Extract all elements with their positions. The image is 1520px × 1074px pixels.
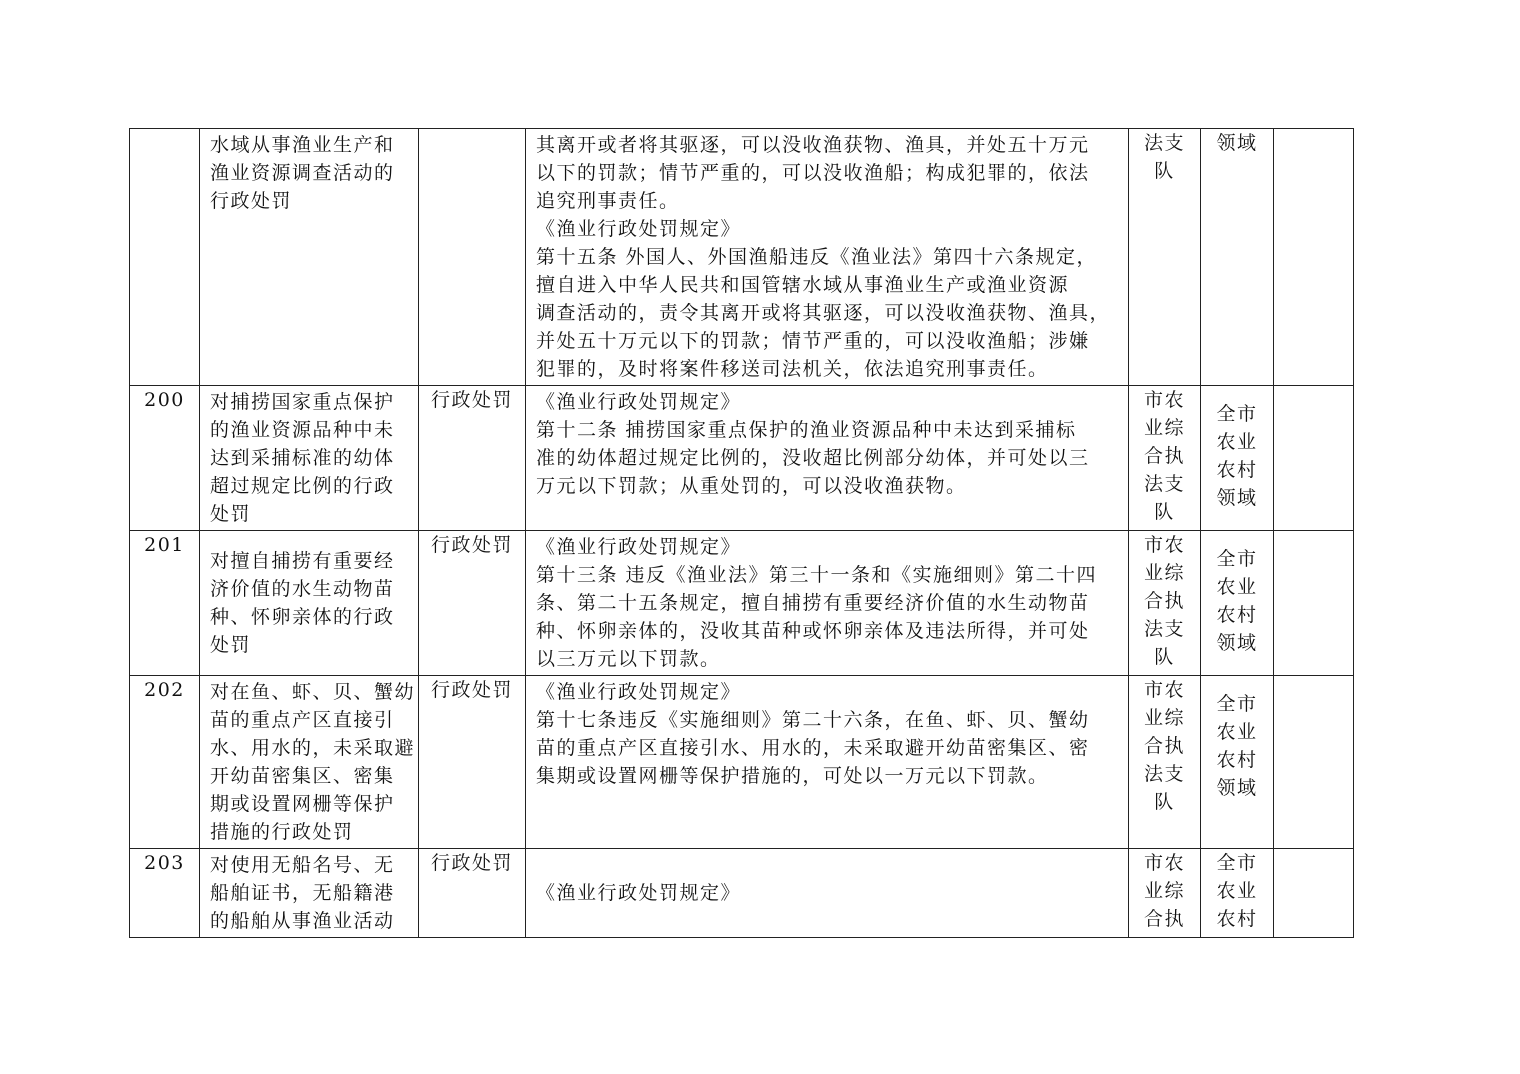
enforcement-department	[1129, 849, 1201, 938]
legal-basis	[526, 849, 1129, 938]
text-line: 农村	[1216, 459, 1258, 481]
text-line: 擅自进入中华人民共和国管辖水域从事渔业生产或渔业资源	[536, 274, 1070, 296]
text-line: 行政处罚	[210, 190, 293, 212]
text-line: 市农	[1143, 852, 1185, 874]
text-line: 万元以下罚款；从重处罚的，可以没收渔获物。	[536, 475, 967, 497]
text-line: 市农	[1143, 679, 1185, 701]
jurisdiction-scope	[1201, 531, 1274, 676]
text-line: 对捕捞国家重点保护	[210, 391, 395, 413]
table-row	[130, 386, 1354, 531]
text-line: 调查活动的，责令其离开或将其驱逐，可以没收渔获物、渔具，	[536, 302, 1111, 324]
text-line: 法支	[1143, 132, 1185, 154]
legal-basis	[526, 129, 1129, 386]
text-line: 《渔业行政处罚规定》	[536, 536, 742, 558]
remark	[1274, 676, 1354, 849]
text-line: 《渔业行政处罚规定》	[536, 218, 742, 240]
legal-basis	[526, 386, 1129, 531]
text-line: 处罚	[210, 503, 252, 525]
text-line: 水域从事渔业生产和	[210, 134, 395, 156]
item-name	[200, 129, 419, 386]
text-line: 农村	[1216, 749, 1258, 771]
text-line: 犯罪的，及时将案件移送司法机关，依法追究刑事责任。	[536, 358, 1049, 380]
penalty-type: 行政处罚	[419, 386, 526, 531]
text-line: 达到采捕标准的幼体	[210, 447, 395, 469]
text-line: 苗的重点产区直接引水、用水的，未采取避开幼苗密集区、密	[536, 737, 1090, 759]
text-line: 市农	[1143, 389, 1185, 411]
text-line: 济价值的水生动物苗	[210, 578, 395, 600]
text-line: 水、用水的，未采取避	[210, 737, 416, 759]
text-line: 业综	[1143, 707, 1185, 729]
text-line: 农村	[1216, 908, 1258, 930]
penalty-type	[419, 129, 526, 386]
text-line: 渔业资源调查活动的	[210, 162, 395, 184]
text-line: 开幼苗密集区、密集	[210, 765, 395, 787]
text-line: 法支	[1143, 618, 1185, 640]
row-number: 200	[130, 386, 200, 531]
text-line: 以三万元以下罚款。	[536, 648, 721, 670]
text-line: 第十三条 违反《渔业法》第三十一条和《实施细则》第二十四	[536, 564, 1098, 586]
text-line: 并处五十万元以下的罚款；情节严重的，可以没收渔船；涉嫌	[536, 330, 1090, 352]
item-name	[200, 386, 419, 531]
text-line: 对使用无船名号、无	[210, 854, 395, 876]
jurisdiction-scope	[1201, 386, 1274, 531]
text-line: 全市	[1216, 852, 1258, 874]
text-line: 业综	[1143, 417, 1185, 439]
text-line: 期或设置网栅等保护	[210, 793, 395, 815]
text-line: 农业	[1216, 431, 1258, 453]
text-line: 《渔业行政处罚规定》	[536, 681, 742, 703]
text-line: 合执	[1143, 908, 1185, 930]
text-line: 船舶证书，无船籍港	[210, 882, 395, 904]
row-number	[130, 129, 200, 386]
text-line: 队	[1154, 791, 1175, 813]
remark	[1274, 849, 1354, 938]
text-line: 领域	[1216, 132, 1258, 154]
text-line: 法支	[1143, 473, 1185, 495]
enforcement-department	[1129, 129, 1201, 386]
jurisdiction-scope	[1201, 849, 1274, 938]
text-line: 措施的行政处罚	[210, 821, 354, 843]
text-line: 农村	[1216, 604, 1258, 626]
jurisdiction-scope	[1201, 129, 1274, 386]
text-line: 《渔业行政处罚规定》	[536, 882, 742, 904]
text-line: 农业	[1216, 880, 1258, 902]
text-line: 合执	[1143, 445, 1185, 467]
legal-basis	[526, 676, 1129, 849]
remark	[1274, 531, 1354, 676]
enforcement-department	[1129, 386, 1201, 531]
enforcement-department	[1129, 676, 1201, 849]
text-line: 的船舶从事渔业活动	[210, 910, 395, 932]
enforcement-department	[1129, 531, 1201, 676]
item-name	[200, 849, 419, 938]
text-line: 种、怀卵亲体的行政	[210, 606, 395, 628]
text-line: 业综	[1143, 562, 1185, 584]
text-line: 第十五条 外国人、外国渔船违反《渔业法》第四十六条规定，	[536, 246, 1098, 268]
text-line: 队	[1154, 646, 1175, 668]
text-line: 准的幼体超过规定比例的，没收超比例部分幼体，并可处以三	[536, 447, 1090, 469]
text-line: 超过规定比例的行政	[210, 475, 395, 497]
text-line: 苗的重点产区直接引	[210, 709, 395, 731]
text-line: 种、怀卵亲体的，没收其苗种或怀卵亲体及违法所得，并可处	[536, 620, 1090, 642]
penalty-type: 行政处罚	[419, 676, 526, 849]
text-line: 合执	[1143, 590, 1185, 612]
text-line: 全市	[1216, 403, 1258, 425]
text-line: 条、第二十五条规定，擅自捕捞有重要经济价值的水生动物苗	[536, 592, 1090, 614]
text-line: 全市	[1216, 693, 1258, 715]
text-line: 追究刑事责任。	[536, 190, 680, 212]
legal-basis	[526, 531, 1129, 676]
row-number: 201	[130, 531, 200, 676]
table-row	[130, 676, 1354, 849]
row-number: 202	[130, 676, 200, 849]
table-row	[130, 129, 1354, 386]
law-enforcement-table	[129, 128, 1354, 938]
row-number: 203	[130, 849, 200, 938]
jurisdiction-scope	[1201, 676, 1274, 849]
text-line: 合执	[1143, 735, 1185, 757]
text-line: 业综	[1143, 880, 1185, 902]
remark	[1274, 129, 1354, 386]
text-line: 市农	[1143, 534, 1185, 556]
table-row	[130, 849, 1354, 938]
table-row	[130, 531, 1354, 676]
penalty-type: 行政处罚	[419, 849, 526, 938]
text-line: 集期或设置网栅等保护措施的，可处以一万元以下罚款。	[536, 765, 1049, 787]
text-line: 法支	[1143, 763, 1185, 785]
penalty-type: 行政处罚	[419, 531, 526, 676]
text-line: 农业	[1216, 576, 1258, 598]
text-line: 队	[1154, 501, 1175, 523]
text-line: 以下的罚款；情节严重的，可以没收渔船；构成犯罪的，依法	[536, 162, 1090, 184]
text-line: 第十七条违反《实施细则》第二十六条，在鱼、虾、贝、蟹幼	[536, 709, 1090, 731]
text-line: 领域	[1216, 487, 1258, 509]
text-line: 处罚	[210, 634, 252, 656]
text-line: 的渔业资源品种中未	[210, 419, 395, 441]
remark	[1274, 386, 1354, 531]
item-name	[200, 531, 419, 676]
text-line: 领域	[1216, 777, 1258, 799]
text-line: 第十二条 捕捞国家重点保护的渔业资源品种中未达到采捕标	[536, 419, 1077, 441]
text-line: 《渔业行政处罚规定》	[536, 391, 742, 413]
text-line: 其离开或者将其驱逐，可以没收渔获物、渔具，并处五十万元	[536, 134, 1090, 156]
text-line: 农业	[1216, 721, 1258, 743]
text-line: 对擅自捕捞有重要经	[210, 550, 395, 572]
text-line: 对在鱼、虾、贝、蟹幼	[210, 681, 416, 703]
text-line: 全市	[1216, 548, 1258, 570]
text-line: 领域	[1216, 632, 1258, 654]
text-line: 队	[1154, 160, 1175, 182]
item-name	[200, 676, 419, 849]
table-body	[130, 129, 1354, 938]
